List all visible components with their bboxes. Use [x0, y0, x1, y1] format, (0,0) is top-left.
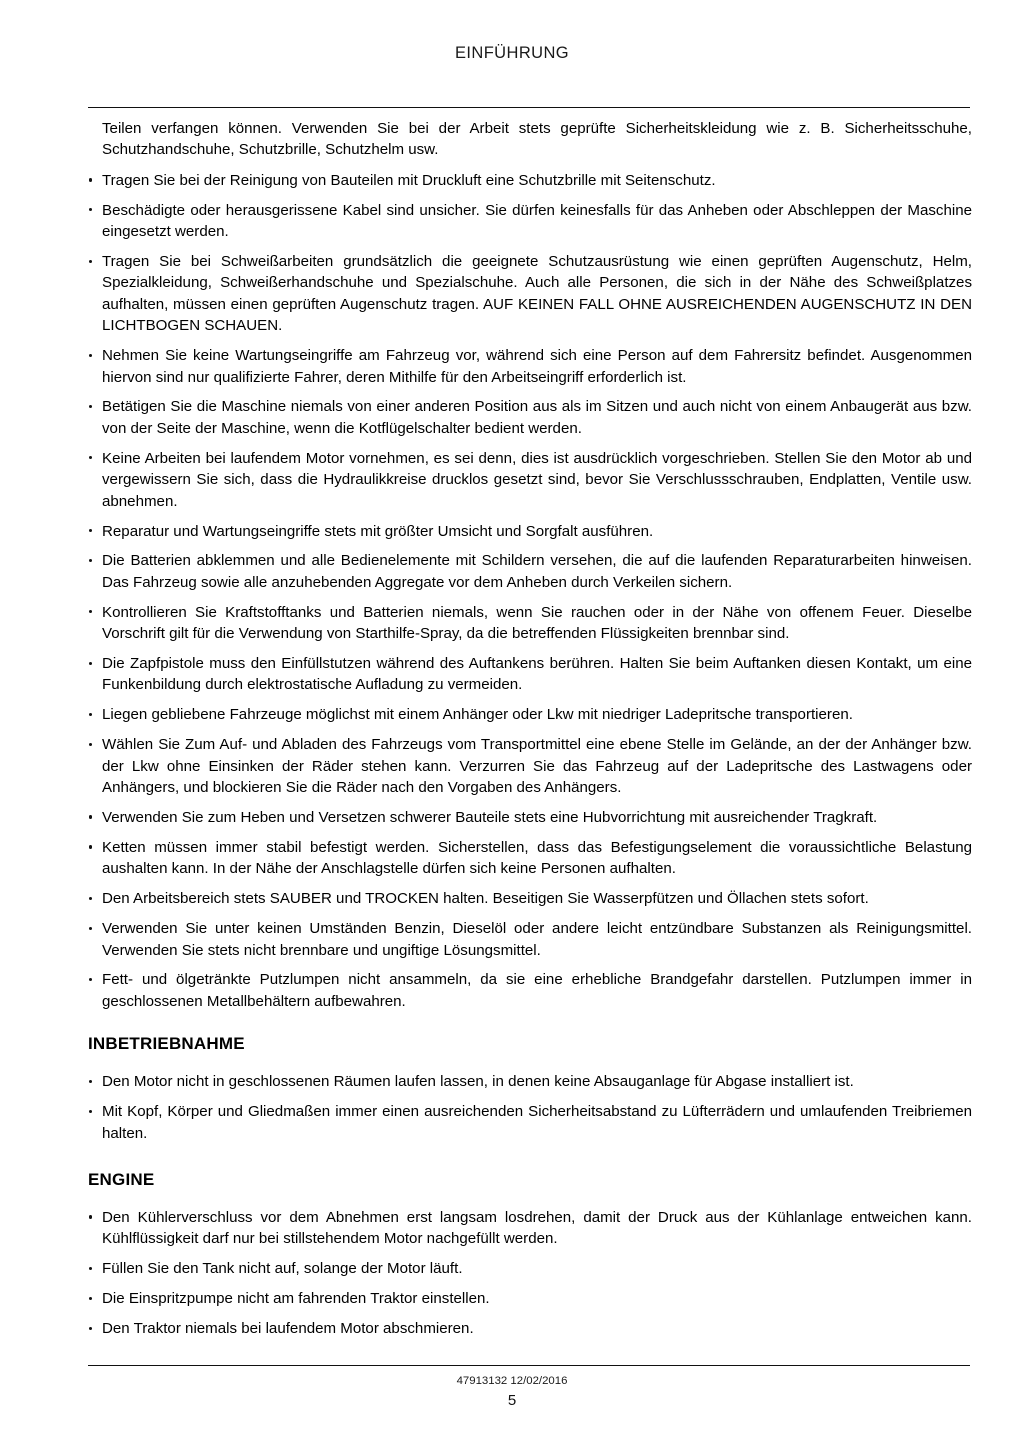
- bullet-icon: [89, 927, 92, 930]
- list-item-text: Den Arbeitsbereich stets SAUBER und TROCKEN halten. Beseitigen Sie Wasserpfützen und Öllachen stets sofort.: [102, 890, 869, 908]
- bullet-icon: [89, 1327, 92, 1330]
- list-item-text: Verwenden Sie unter keinen Umständen Benzin, Dieselöl oder andere leicht entzündbare Substanzen als Reinigungsmittel. Verwenden Sie stets nicht brennbare und ungiftige Lösungsmittel.: [102, 920, 972, 959]
- list-item: [88, 653, 972, 696]
- bullet-icon: [89, 354, 92, 357]
- bullet-icon: [89, 978, 92, 981]
- footer-document-code: 47913132 12/02/2016: [456, 1375, 568, 1387]
- list-item: [88, 837, 972, 880]
- list-item-text: Die Zapfpistole muss den Einfüllstutzen während des Auftankens berühren. Halten Sie beim Auftanken diesen Kontakt, um eine Funkenbildung durch elektrostatische Aufladung zu vermeiden.: [102, 655, 972, 694]
- list-item: [88, 888, 972, 909]
- list-item: [88, 345, 972, 388]
- running-header: EINFÜHRUNG: [455, 44, 569, 62]
- list-item-text: Mit Kopf, Körper und Gliedmaßen immer einen ausreichenden Sicherheitsabstand zu Lüfterrädern und umlaufenden Treibriemen halten.: [102, 1103, 972, 1142]
- bullet-icon: [89, 1215, 92, 1218]
- list-item: [88, 734, 972, 798]
- list-item-text: Wählen Sie Zum Auf- und Abladen des Fahrzeugs vom Transportmittel eine ebene Stelle im Gelände, an der der Anhänger bzw. der Lkw ohne Einsinken der Räder stehen kann. Verzurren Sie das Fahrzeug auf der Ladepritsche des Lastwagens oder Anhängers, und blockieren Sie die Räder nach den Vorgaben des Anhängers.: [102, 736, 972, 797]
- list-item: [88, 1318, 972, 1339]
- bullet-icon: [89, 1267, 92, 1270]
- list-item: [88, 1288, 972, 1309]
- list-item: [88, 1207, 972, 1250]
- list-item: [88, 521, 972, 542]
- bullet-icon: [89, 1080, 92, 1083]
- list-item: [88, 550, 972, 593]
- list-item-text: Ketten müssen immer stabil befestigt werden. Sicherstellen, dass das Befestigungselement die voraussichtliche Belastung aushalten kann. In der Nähe der Anschlagstelle dürfen sich keine Personen aufhalten.: [102, 838, 972, 878]
- footer-rule: [88, 1365, 970, 1366]
- list-item-text: Nehmen Sie keine Wartungseingriffe am Fahrzeug vor, während sich eine Person auf dem Fahrersitz befindet. Ausgenommen hiervon sind nur qualifizierte Fahrer, deren Mithilfe für den Arbeitseingriff erforderlich ist.: [102, 347, 972, 386]
- list-item-text: Fett- und ölgetränkte Putzlumpen nicht ansammeln, da sie eine erhebliche Brandgefahr darstellen. Putzlumpen immer in geschlossenen Metallbehältern aufbewahren.: [102, 971, 972, 1010]
- footer-page-number: 5: [507, 1392, 517, 1409]
- list-item-text: Die Batterien abklemmen und alle Bedienelemente mit Schildern versehen, die auf die laufenden Reparaturarbeiten hinweisen. Das Fahrzeug sowie alle anzuhebenden Aggregate vor dem Anheben durch Verkeilen sichern.: [102, 552, 972, 591]
- list-item: [88, 969, 972, 1012]
- spacer: [88, 1054, 972, 1071]
- page-content: [88, 118, 972, 1339]
- spacer: [88, 1012, 972, 1034]
- list-item-text: Kontrollieren Sie Kraftstofftanks und Batterien niemals, wenn Sie rauchen oder in der Nähe von offenem Feuer. Dieselbe Vorschrift gilt für die Verwendung von Starthilfe-Spray, da die betreffenden Flüssigkeiten brennbar sind.: [102, 603, 972, 643]
- list-item: [88, 251, 972, 337]
- bullet-icon: [89, 662, 92, 665]
- list-item: [88, 170, 972, 191]
- section-heading-engine: ENGINE: [88, 1169, 155, 1189]
- bullet-icon: [89, 1297, 92, 1300]
- list-item-text: Verwenden Sie zum Heben und Versetzen schwerer Bauteile stets eine Hubvorrichtung mit ausreichender Tragkraft.: [102, 808, 878, 826]
- list-item: [88, 396, 972, 439]
- bullet-icon: [89, 610, 92, 613]
- list-item-text: Die Einspritzpumpe nicht am fahrenden Traktor einstellen.: [102, 1290, 490, 1308]
- inbetriebnahme-bullet-list: [88, 1071, 972, 1144]
- spacer: [88, 1190, 972, 1207]
- safety-bullet-list: [88, 170, 972, 1012]
- bullet-icon: [89, 208, 92, 211]
- lead-paragraph: Teilen verfangen können. Verwenden Sie bei der Arbeit stets geprüfte Sicherheitskleidung wie z. B. Sicherheitsschuhe, Schutzhandschuhe, Schutzbrille, Schutzhelm usw.: [102, 120, 972, 159]
- list-item-text: Tragen Sie bei der Reinigung von Bauteilen mit Druckluft eine Schutzbrille mit Seitenschutz.: [102, 171, 716, 189]
- list-item-text: Liegen gebliebene Fahrzeuge möglichst mit einem Anhänger oder Lkw mit niedriger Ladepritsche transportieren.: [102, 706, 853, 724]
- bullet-icon: [89, 713, 92, 716]
- header-rule: [88, 107, 970, 108]
- list-item: [88, 448, 972, 512]
- bullet-icon: [89, 456, 92, 459]
- list-item-text: Den Kühlerverschluss vor dem Abnehmen erst langsam losdrehen, damit der Druck aus der Kühlanlage entweichen kann. Kühlflüssigkeit darf nur bei stillstehendem Motor nachgefüllt werden.: [102, 1208, 972, 1248]
- engine-bullet-list: [88, 1207, 972, 1340]
- list-item-text: Den Motor nicht in geschlossenen Räumen laufen lassen, in denen keine Absauganlage für Abgase installiert ist.: [102, 1073, 854, 1091]
- list-item: [88, 807, 972, 828]
- bullet-icon: [89, 815, 92, 818]
- list-item-text: Keine Arbeiten bei laufendem Motor vornehmen, es sei denn, dies ist ausdrücklich vorgeschrieben. Stellen Sie den Motor ab und vergewissern Sie sich, dass die Hydraulikkreise drucklos gesetzt sind, bevor Sie Verschlussschrauben, Endplatten, Ventile usw. abnehmen.: [102, 449, 972, 510]
- bullet-icon: [89, 897, 92, 900]
- list-item: [88, 704, 972, 725]
- list-item-text: Füllen Sie den Tank nicht auf, solange der Motor läuft.: [102, 1260, 463, 1278]
- list-item: [88, 918, 972, 961]
- spacer: [88, 1144, 972, 1170]
- list-item-text: Den Traktor niemals bei laufendem Motor abschmieren.: [102, 1320, 474, 1338]
- list-item-text: Tragen Sie bei Schweißarbeiten grundsätzlich die geeignete Schutzausrüstung wie einen geprüften Augenschutz, Helm, Spezialkleidung, Schweißerhandschuhe und Spezialschuhe. Auch alle Personen, die sich in der Nähe des Schweißplatzes aufhalten, müssen einen geprüften Augenschutz tragen. AUF KEINEN FALL OHNE AUSREICHENDEN AUGENSCHUTZ IN DEN LICHTBOGEN SCHAUEN.: [102, 253, 972, 335]
- list-item: [88, 1101, 972, 1144]
- bullet-icon: [89, 529, 92, 532]
- list-item: [88, 1258, 972, 1279]
- bullet-icon: [89, 178, 92, 181]
- bullet-icon: [89, 260, 92, 263]
- list-item: [88, 200, 972, 243]
- list-item-text: Betätigen Sie die Maschine niemals von einer anderen Position aus als im Sitzen und auch nicht von einem Anbaugerät aus bzw. von der Seite der Maschine, wenn die Kotflügelschalter bedient werden.: [102, 398, 972, 437]
- bullet-icon: [89, 1110, 92, 1113]
- list-item-text: Beschädigte oder herausgerissene Kabel sind unsicher. Sie dürfen keinesfalls für das Anheben oder Abschleppen der Maschine eingesetzt werden.: [102, 201, 972, 241]
- section-heading-inbetriebnahme: INBETRIEBNAHME: [88, 1034, 245, 1054]
- bullet-icon: [89, 845, 92, 848]
- list-item: [88, 602, 972, 645]
- bullet-icon: [89, 405, 92, 408]
- list-item-text: Reparatur und Wartungseingriffe stets mit größter Umsicht und Sorgfalt ausführen.: [102, 522, 654, 540]
- bullet-icon: [89, 559, 92, 562]
- list-item: [88, 1071, 972, 1092]
- bullet-icon: [89, 743, 92, 746]
